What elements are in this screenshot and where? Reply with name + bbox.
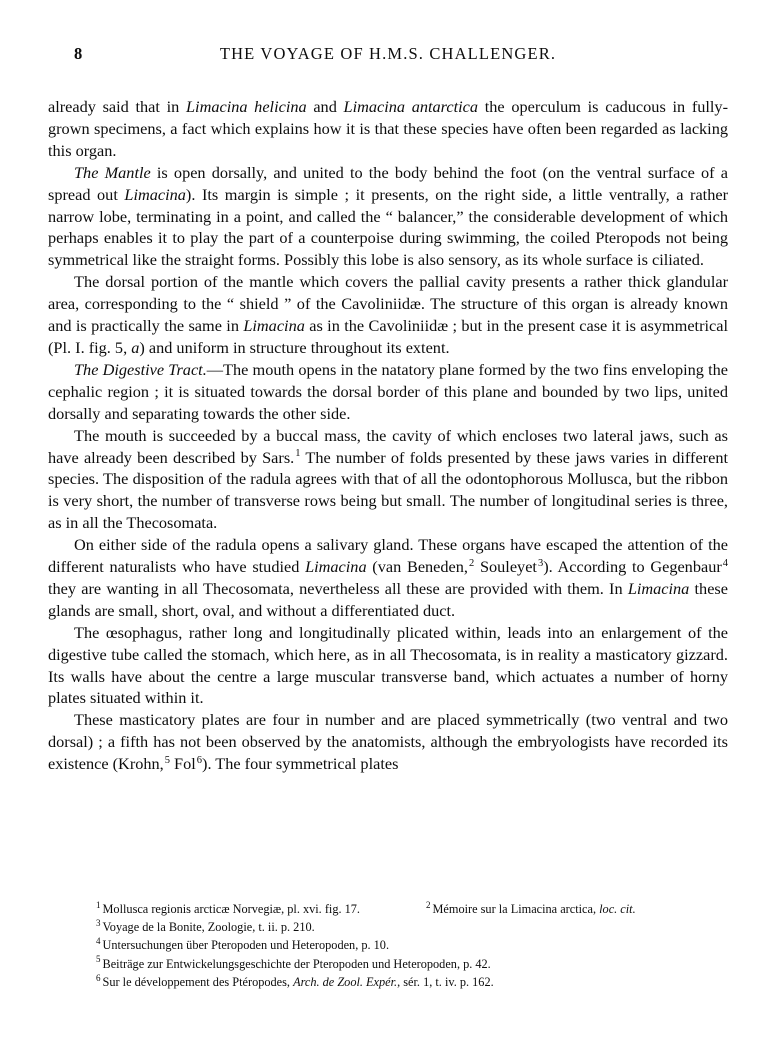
text-run: (van Beneden, — [366, 557, 468, 577]
text-run: Untersuchungen über Pteropoden und Heteropoden, p. 10. — [102, 938, 390, 953]
text-run: is open dorsally, and united to the body behind the foot (on the ventral surface of a spread out — [48, 162, 728, 204]
text-run: The dorsal portion of the mantle which covers the pallial cavity presents a rather thick glandular area, corresponding to the “ shield ” of the Cavoliniidæ. The structure of this organ is already known and is practically the same in — [48, 272, 728, 336]
footnotes — [96, 900, 728, 991]
footnote-entry — [96, 973, 494, 991]
footnote-reference: 3 — [537, 557, 544, 569]
text-run: already said that in — [48, 97, 186, 116]
footnote-marker: 2 — [426, 899, 431, 910]
text-run: The number of folds presented by these jaws varies in different species. The disposition of the radula agrees with that of all the odontophorous Mollusca, but the ribbon is very short, the number of transverse rows being but small. The number of longitudinal series is three, as in all the Thecosomata. — [48, 447, 728, 533]
footnote-reference: 5 — [164, 754, 170, 766]
text-run: Voyage de la Bonite, Zoologie, t. ii. p. 210. — [102, 920, 315, 935]
text-run: ) and uniform in structure throughout its extent. — [139, 337, 450, 357]
italic-text: Limacina — [124, 184, 186, 204]
italic-text: Limacina — [243, 316, 305, 336]
text-run: ). According to Gegenbaur — [543, 557, 722, 577]
footnote-row — [96, 973, 728, 991]
text-run: Mémoire sur la Limacina arctica, — [432, 902, 600, 916]
running-title: THE VOYAGE OF H.M.S. CHALLENGER. — [219, 44, 557, 63]
footnote-entry — [96, 936, 389, 954]
footnote-marker: 4 — [96, 936, 101, 947]
footnote-reference: 2 — [469, 557, 475, 569]
italic-text: loc. cit. — [599, 902, 636, 916]
footnote-marker: 5 — [96, 954, 101, 965]
italic-text: Limacina antarctica — [343, 97, 479, 116]
italic-text: Limacina — [305, 557, 367, 577]
text-run: Beiträge zur Entwickelungsgeschichte der Pteropoden und Heteropoden, p. 42. — [102, 956, 491, 971]
paragraph — [48, 709, 728, 775]
text-run: The œsophagus, rather long and longitudinally plicated within, leads into an enlargement of the digestive tube called the stomach, which here, as in all Thecosomata, is in reality a masticatory gizzard. Its walls have about the centre a large muscular transverse band, which actuates a number of horny plates situated within it. — [48, 622, 728, 708]
text-run: the operculum is caducous in fully-grown specimens, a fact which explains how it is that these species have often been regarded as lacking this organ. — [48, 97, 728, 160]
text-run: Mollusca regionis arcticæ Norvegiæ, pl. xvi. fig. 17. — [102, 902, 361, 916]
paragraph — [48, 162, 728, 272]
footnote-row — [96, 900, 728, 918]
italic-text: Arch. de Zool. Expér. — [293, 974, 398, 989]
footnote-entry — [96, 918, 315, 936]
footnote-row — [96, 955, 728, 973]
italic-text: Limacina — [627, 578, 690, 598]
paragraph — [48, 96, 728, 162]
italic-text: The Mantle — [74, 162, 151, 182]
text-run: , sér. 1, t. iv. p. 162. — [397, 974, 494, 989]
footnote-reference: 6 — [196, 754, 203, 766]
text-run: they are wanting in all Thecosomata, nevertheless all these are provided with them. In — [48, 578, 628, 598]
paragraph — [48, 534, 728, 622]
footnote-entry — [96, 955, 491, 973]
paragraph — [48, 622, 728, 710]
page-number: 8 — [74, 44, 83, 63]
text-run: The mouth is succeeded by a buccal mass, the cavity of which encloses two lateral jaws, such as have already been described by Sars. — [48, 425, 728, 467]
text-run: —The mouth opens in the natatory plane formed by the two fins enveloping the cephalic region ; it is situated towards the dorsal border of this plane and bounded by two lips, united dorsally and separating towards the other side. — [48, 359, 728, 423]
footnote-row — [96, 936, 728, 954]
text-run: These masticatory plates are four in number and are placed symmetrically (two ventral and two dorsal) ; a fifth has not been observed by the anatomists, although the embryologists have recorded its existence (Krohn, — [48, 710, 728, 774]
body-text — [48, 96, 728, 775]
text-run: and — [306, 97, 344, 116]
text-run: Fol — [169, 754, 196, 774]
paragraph — [48, 359, 728, 425]
footnote-reference: 4 — [722, 557, 729, 569]
italic-text: a — [131, 337, 140, 357]
italic-text: The Digestive Tract. — [74, 359, 207, 379]
page-header — [48, 44, 728, 74]
footnote-marker: 3 — [96, 918, 101, 929]
paragraph — [48, 425, 728, 535]
footnote-entry — [96, 900, 360, 918]
footnote-entry — [426, 900, 636, 918]
text-run: ). Its margin is simple ; it presents, on the right side, a little ventrally, a rather narrow lobe, terminating in a point, and called the “ balancer,” the considerable development of which perhaps enables it to play the part of a counterpoise during swimming, the coiled Pteropods not being symmetrical like the straight forms. Possibly this lobe is also sensory, as its whole surface is ciliated. — [48, 184, 728, 270]
text-run: Sur le développement des Ptéropodes, — [102, 974, 294, 989]
footnote-reference: 1 — [295, 448, 301, 460]
paragraph — [48, 271, 728, 359]
footnote-marker: 6 — [96, 972, 101, 983]
italic-text: Limacina helicina — [185, 97, 307, 116]
text-run: On either side of the radula opens a salivary gland. These organs have escaped the attention of the different naturalists who have studied — [48, 535, 728, 577]
text-run: these glands are small, short, oval, and without a differentiated duct. — [48, 578, 728, 620]
text-run: as in the Cavoliniidæ ; but in the present case it is asymmetrical (Pl. I. fig. 5, — [48, 316, 729, 357]
text-run: ). The four symmetrical plates — [202, 754, 399, 774]
text-run: Souleyet — [474, 557, 537, 577]
footnote-marker: 1 — [96, 899, 101, 910]
footnote-row — [96, 918, 728, 936]
